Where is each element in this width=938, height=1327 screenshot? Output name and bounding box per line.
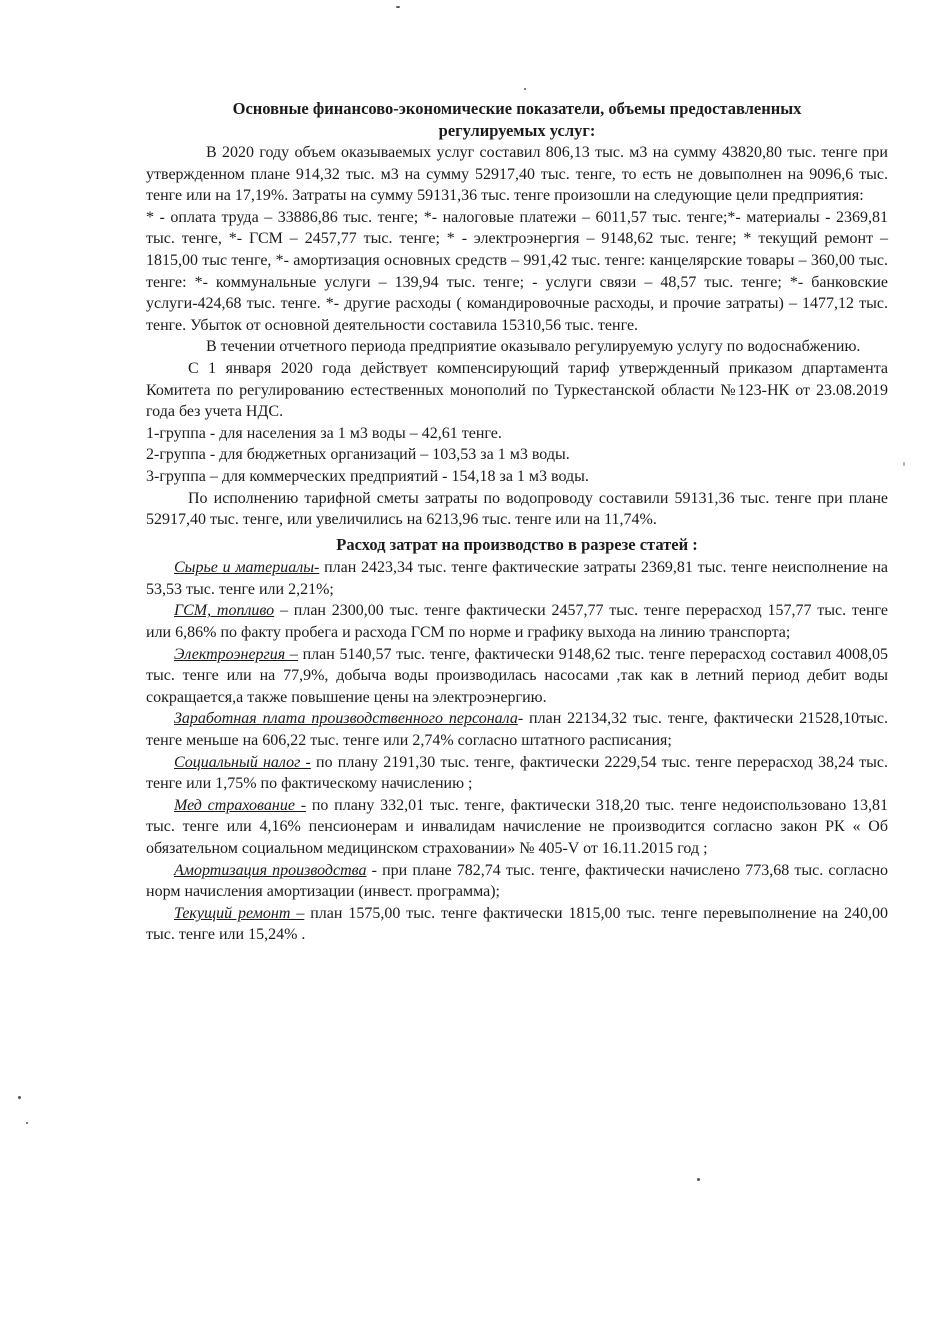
scan-speck [524,88,526,90]
cost-item [146,600,888,643]
cost-item-label: Амортизация производства [174,861,367,879]
document-body [146,142,888,946]
paragraph-expenses: * - оплата труда – 33886,86 тыс. тенге; *- налоговые платежи – 6011,57 тыс. тенге;*- материалы - 2369,81 тыс. тенге, *- ГСМ – 2457,77 тыс. тенге; * - электроэнергия – 9148,62 тыс. тенге; * текущий ремонт – 1815,00 тыс тенге, *- амортизация основных средств – 991,42 тыс. тенге: канцелярские товары – 360,00 тыс. тенге: *- коммунальные услуги – 139,94 тыс. тенге; - услуги связи – 48,57 тыс. тенге; *- банковские услуги-424,68 тыс. тенге. *- другие расходы ( командировочные расходы, и прочие затраты) – 1477,12 тыс. тенге. Убыток от основной деятельности составила 15310,56 тыс. тенге. [146,208,888,334]
title-line-2: регулируемых услуг: [438,121,596,140]
scan-speck [697,1178,700,1181]
cost-item-label: Заработная плата производственного персонала [174,710,518,728]
cost-item [146,644,888,709]
scan-speck [18,1096,21,1099]
paragraph-volume: В 2020 году объем оказываемых услуг составил 806,13 тыс. м3 на сумму 43820,80 тыс. тенге при утвержденном плане 914,32 тыс. м3 на сумму 52917,40 тыс. тенге, то есть не довыполнен на 9096,6 тыс. тенге или на 17,19%. Затраты на сумму 59131,36 тыс. тенге произошли на следующие цели предприятия: [146,144,888,205]
tariff-group-1: 1-группа - для населения за 1 м3 воды – 42,61 тенге. [146,424,502,442]
paragraph-tariff: С 1 января 2020 года действует компенсирующий тариф утвержденный приказом дпартамента Комитета по регулированию естественных монополий по Туркестанской области №123-НК от 23.08.2019 года без учета НДС. [146,359,888,421]
cost-item-text: по плану 332,01 тыс. тенге, фактически 318,20 тыс. тенге недоиспользовано 13,81 тыс. тенге или 4,16% пенсионерам и инвалидам начисление не производится согласно закон РК « Об обязательном социальном медицинском страховании» № 405-V от 16.11.2015 год ; [146,796,888,857]
document-page [146,98,888,946]
cost-item [146,860,888,903]
scan-speck [903,462,905,466]
cost-item [146,708,888,751]
cost-item-text: - план 22134,32 тыс. тенге, фактически 21528,10тыс. тенге меньше на 606,22 тыс. тенге или 2,74% согласно штатного расписания; [146,710,889,750]
cost-item-text: по плану 2191,30 тыс. тенге, фактически 2229,54 тыс. тенге перерасход 38,24 тыс. тенге или 1,75% по фактическому начислению ; [146,753,889,793]
scan-speck [396,6,400,8]
title-line-1: Основные финансово-экономические показатели, объемы предоставленных [232,99,802,118]
cost-item-text: план 5140,57 тыс. тенге, фактически 9148,62 тыс. тенге перерасход составил 4008,05 тыс. тенге или на 77,9%, добыча воды производилась насосами ,так как в летний период дебит воды сокращается,а также повышение цены на электроэнергию. [146,645,888,706]
cost-item-label: Текущий ремонт – [174,904,305,922]
cost-item [146,752,888,795]
cost-item-text: - при плане 782,74 тыс. тенге, фактически начислено 773,68 тыс. согласно норм начисления амортизации (инвест. программа); [146,861,889,901]
document-title [146,98,888,142]
cost-item-text: план 1575,00 тыс. тенге фактически 1815,00 тыс. тенге перевыполнение на 240,00 тыс. тенге или 15,24% . [146,904,888,944]
tariff-group-3: 3-группа – для коммерческих предприятий - 154,18 за 1 м3 воды. [146,467,589,485]
cost-item [146,795,888,860]
paragraph-estimate: По исполнению тарифной сметы затраты по водопроводу составили 59131,36 тыс. тенге при плане 52917,40 тыс. тенге, или увеличились на 6213,96 тыс. тенге или на 11,74%. [146,489,888,529]
cost-item-text: – план 2300,00 тыс. тенге фактически 2457,77 тыс. тенге перерасход 157,77 тыс. тенге или 6,86% по факту пробега и расхода ГСМ по норме и графику выхода на линию транспорта; [146,602,888,642]
cost-item [146,903,888,946]
cost-item-label: Электроэнергия – [174,645,298,663]
cost-item-label: Мед страхование - [174,796,307,814]
cost-item-label: Сырье и материалы- [174,559,320,577]
cost-item-text: план 2423,34 тыс. тенге фактические затраты 2369,81 тыс. тенге неисполнение на 53,53 тыс. тенге или 2,21%; [146,559,888,598]
cost-item [146,557,888,600]
section-title: Расход затрат на производство в разрезе статей : [336,534,698,554]
scan-speck [26,1122,28,1124]
paragraph-service: В течении отчетного периода предприятие оказывало регулируемую услугу по водоснабжению. [206,338,861,356]
cost-item-label: Социальный налог - [174,753,311,771]
tariff-group-2: 2-группа - для бюджетных организаций – 103,53 за 1 м3 воды. [146,446,570,464]
cost-item-label: ГСМ, топливо [174,602,275,620]
